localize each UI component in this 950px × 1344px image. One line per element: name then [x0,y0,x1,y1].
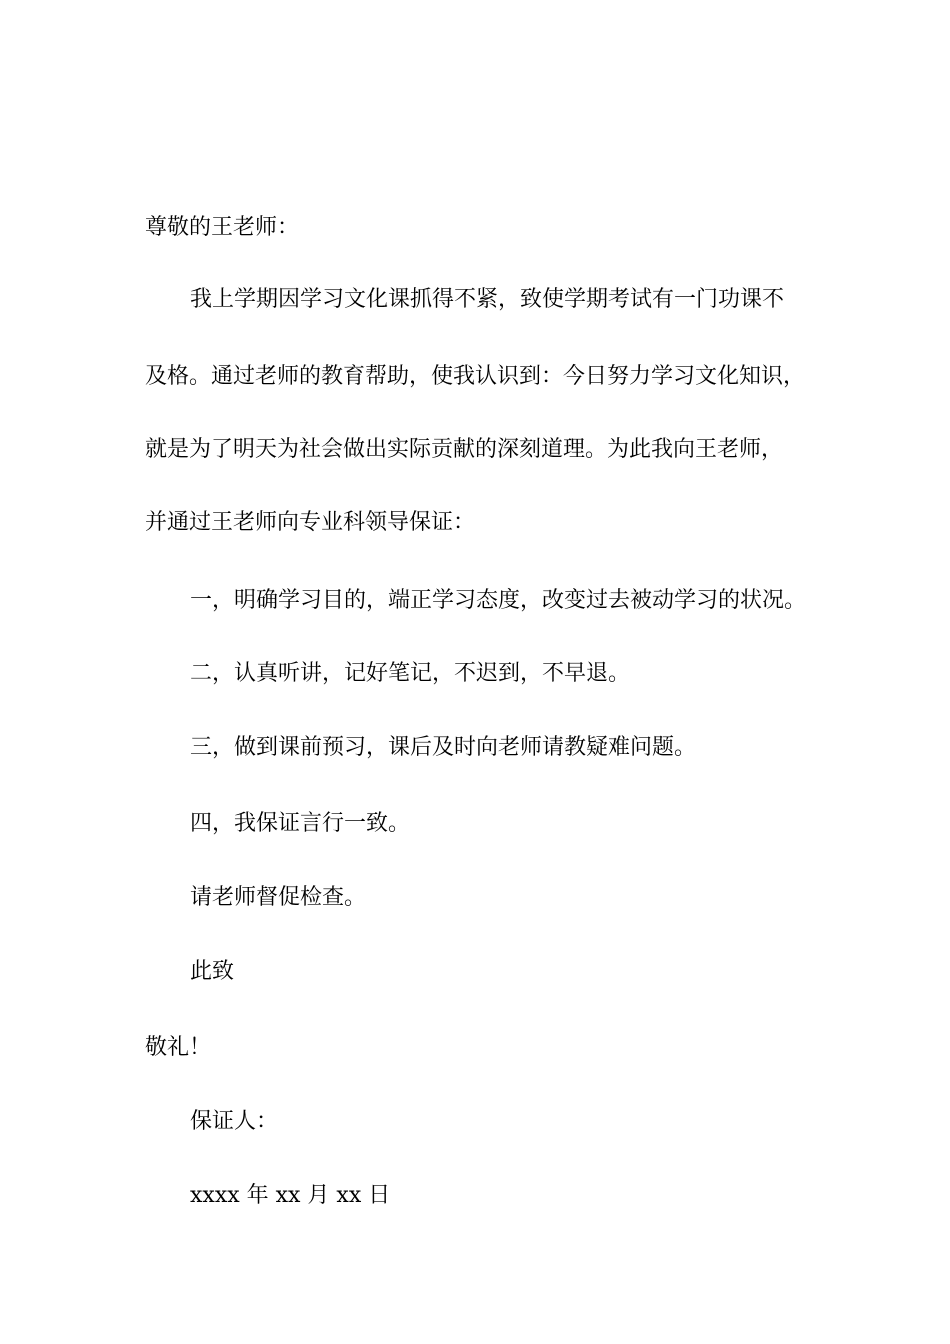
request-line: 请老师督促检查。 [190,885,367,910]
body-line-3: 就是为了明天为社会做出实际贡献的深刻道理。为此我向王老师， [145,437,784,462]
body-line-1: 我上学期因学习文化课抓得不紧，致使学期考试有一门功课不 [190,287,785,312]
date-line: xxxx 年 xx 月 xx 日 [190,1183,391,1208]
pledge-item-3: 三，做到课前预习，课后及时向老师请教疑难问题。 [190,735,697,760]
closing-jing-li: 敬礼！ [145,1035,212,1060]
body-line-2: 及格。通过老师的教育帮助，使我认识到：今日努力学习文化知识， [145,364,806,389]
signer-label: 保证人： [190,1109,279,1134]
salutation: 尊敬的王老师： [145,215,300,240]
closing-ci-zhi: 此致 [190,959,235,984]
pledge-item-1: 一，明确学习目的，端正学习态度，改变过去被动学习的状况。 [190,588,807,613]
body-line-4: 并通过王老师向专业科领导保证： [145,510,476,535]
pledge-item-2: 二，认真听讲，记好笔记，不迟到，不早退。 [190,661,631,686]
pledge-item-4: 四，我保证言行一致。 [190,811,411,836]
